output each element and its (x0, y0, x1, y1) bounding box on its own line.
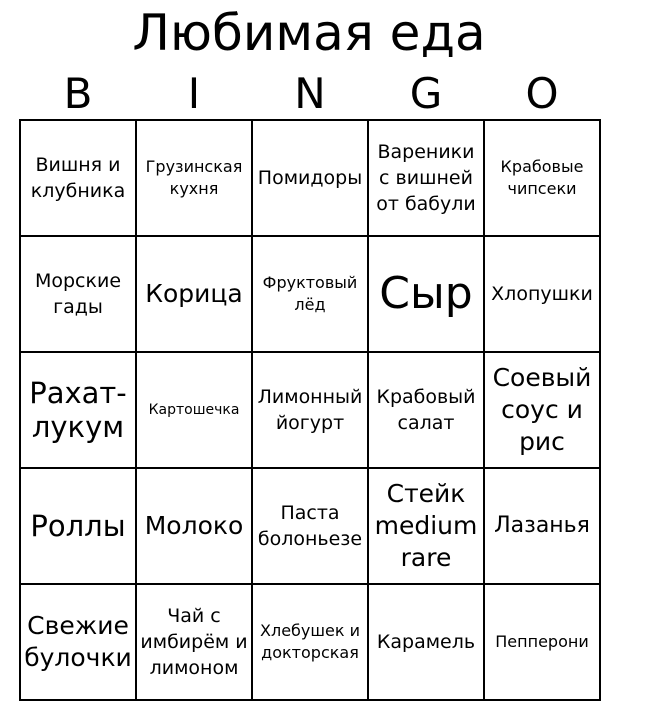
bingo-grid (19, 119, 601, 701)
bingo-cell-label: Вареники с вишней от бабули (376, 141, 476, 215)
bingo-cell[interactable] (253, 237, 369, 353)
bingo-cell[interactable] (485, 353, 601, 469)
bingo-cell-label: Соевый соус и рис (492, 363, 592, 456)
bingo-cell[interactable] (369, 237, 485, 353)
bingo-cell[interactable] (485, 121, 601, 237)
bingo-cell[interactable] (369, 353, 485, 469)
bingo-cell-label: Лазанья (494, 513, 590, 538)
bingo-cell[interactable] (485, 237, 601, 353)
bingo-cell-label: Морские гады (34, 270, 122, 318)
bingo-header (20, 70, 600, 118)
bingo-cell[interactable] (137, 469, 253, 585)
bingo-cell-label: Лимонный йогурт (257, 386, 363, 434)
bingo-cell[interactable] (137, 121, 253, 237)
bingo-cell-label: Вишня и клубника (30, 154, 126, 202)
bingo-cell-label: Молоко (144, 511, 244, 540)
bingo-cell[interactable] (485, 585, 601, 701)
bingo-cell-label: Роллы (30, 509, 126, 543)
bingo-cell-label: Фруктовый лёд (262, 273, 358, 314)
bingo-cell[interactable] (21, 121, 137, 237)
bingo-cell-label: Грузинская кухня (145, 157, 243, 198)
bingo-letter-n: N (294, 69, 326, 118)
bingo-letter-i: I (187, 69, 201, 118)
bingo-cell[interactable] (369, 585, 485, 701)
bingo-cell-label: Сыр (379, 268, 473, 319)
bingo-cell[interactable] (369, 121, 485, 237)
bingo-cell[interactable] (21, 469, 137, 585)
bingo-cell[interactable] (137, 585, 253, 701)
bingo-cell[interactable] (253, 585, 369, 701)
bingo-letter-b: B (63, 69, 93, 118)
bingo-cell-label: Стейк medium rare (374, 479, 478, 572)
bingo-cell-label: Чай с имбирём и лимоном (140, 605, 248, 679)
page-title: Любимая еда (132, 4, 486, 62)
bingo-cell-label: Карамель (376, 631, 476, 653)
bingo-cell[interactable] (369, 469, 485, 585)
bingo-cell[interactable] (21, 585, 137, 701)
bingo-letter-g: G (409, 69, 443, 118)
bingo-letter-o: O (525, 69, 559, 118)
bingo-cell-label: Паста болоньезе (257, 502, 363, 550)
bingo-cell-label: Свежие булочки (24, 611, 132, 672)
bingo-cell-label: Крабовые чипсеки (500, 157, 584, 198)
bingo-cell[interactable] (485, 469, 601, 585)
bingo-cell[interactable] (253, 353, 369, 469)
bingo-cell[interactable] (21, 353, 137, 469)
bingo-cell-label: Рахат-лукум (29, 376, 127, 444)
bingo-cell-label: Помидоры (257, 167, 363, 189)
bingo-cell-label: Картошечка (148, 401, 240, 418)
bingo-cell-label: Корица (145, 279, 243, 308)
bingo-cell-label: Пепперони (495, 632, 589, 651)
bingo-cell-label: Хлебушек и докторская (260, 621, 360, 662)
bingo-cell[interactable] (253, 121, 369, 237)
bingo-cell-label: Хлопушки (491, 283, 593, 305)
bingo-cell[interactable] (137, 353, 253, 469)
bingo-cell[interactable] (21, 237, 137, 353)
bingo-cell-label: Крабовый салат (376, 386, 476, 434)
bingo-cell[interactable] (137, 237, 253, 353)
bingo-cell[interactable] (253, 469, 369, 585)
